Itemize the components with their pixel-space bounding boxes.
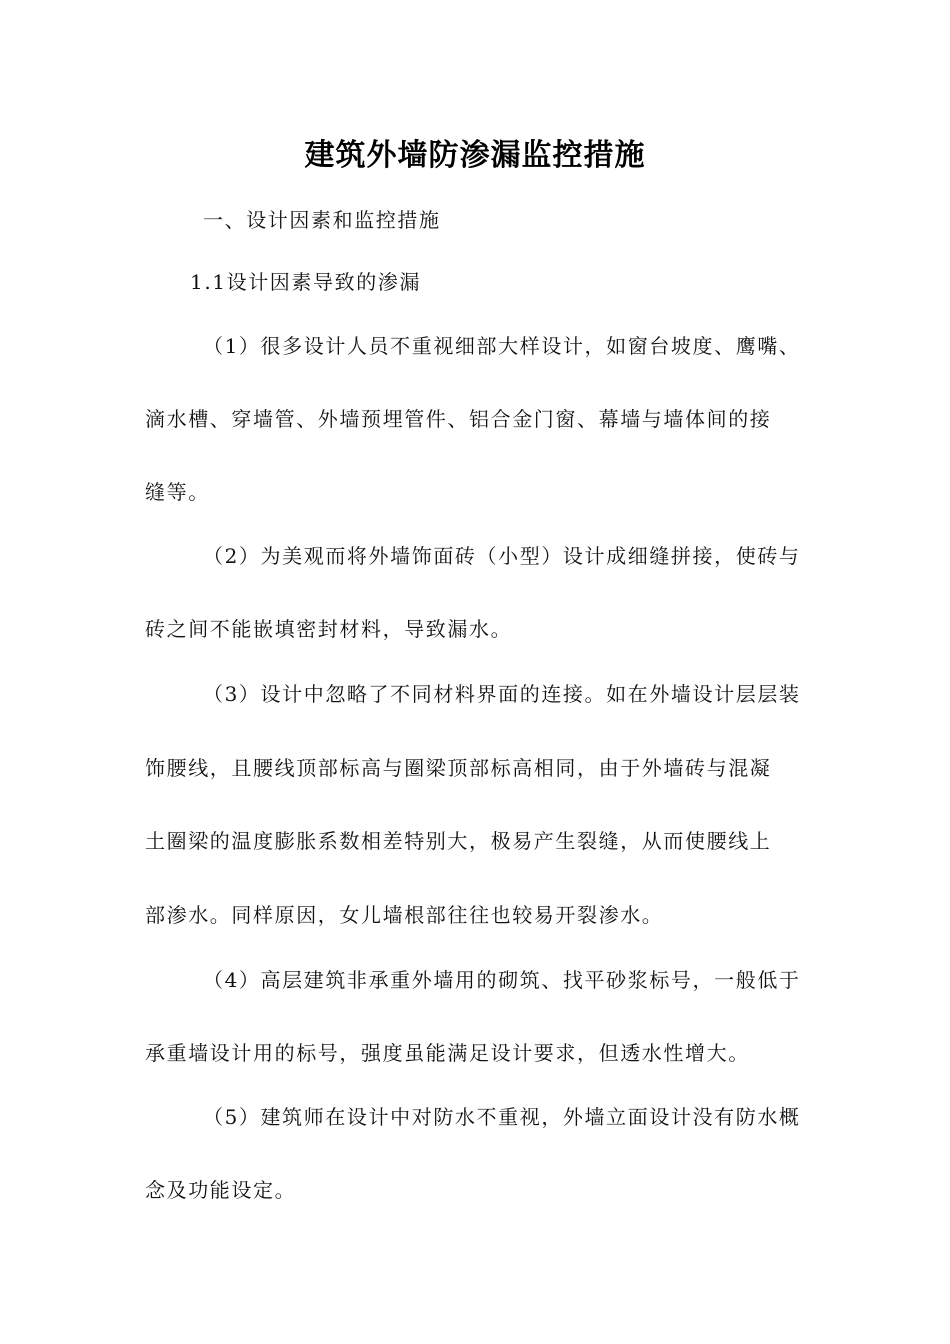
paragraph-3-line-1: （3）设计中忽略了不同材料界面的连接。如在外墙设计层层装 [203,682,801,706]
paragraph-4-line-2: 承重墙设计用的标号，强度虽能满足设计要求，但透水性增大。 [145,1041,750,1065]
paragraph-5-line-2: 念及功能设定。 [145,1178,297,1202]
paragraph-1-line-1: （1）很多设计人员不重视细部大样设计，如窗台坡度、鹰嘴、 [203,334,801,358]
paragraph-1-line-3: 缝等。 [145,480,210,504]
paragraph-3-line-2: 饰腰线，且腰线顶部标高与圈梁顶部标高相同，由于外墙砖与混凝 [145,756,772,780]
subsection-heading: 1.1设计因素导致的渗漏 [190,270,422,294]
paragraph-2-line-2: 砖之间不能嵌填密封材料，导致漏水。 [145,617,513,641]
paragraph-3-line-3: 土圈梁的温度膨胀系数相差特别大，极易产生裂缝，从而使腰线上 [145,829,772,853]
paragraph-5-line-1: （5）建筑师在设计中对防水不重视，外墙立面设计没有防水概 [203,1105,801,1129]
paragraph-4-line-1: （4）高层建筑非承重外墙用的砌筑、找平砂浆标号，一般低于 [203,968,801,992]
paragraph-1-line-2: 滴水槽、穿墙管、外墙预埋管件、铝合金门窗、幕墙与墙体间的接 [145,407,772,431]
paragraph-3-line-4: 部渗水。同样原因，女儿墙根部往往也较易开裂渗水。 [145,903,664,927]
document-title: 建筑外墙防渗漏监控措施 [304,138,646,173]
paragraph-2-line-1: （2）为美观而将外墙饰面砖（小型）设计成细缝拼接，使砖与 [203,544,801,568]
section-heading: 一、设计因素和监控措施 [203,208,441,232]
